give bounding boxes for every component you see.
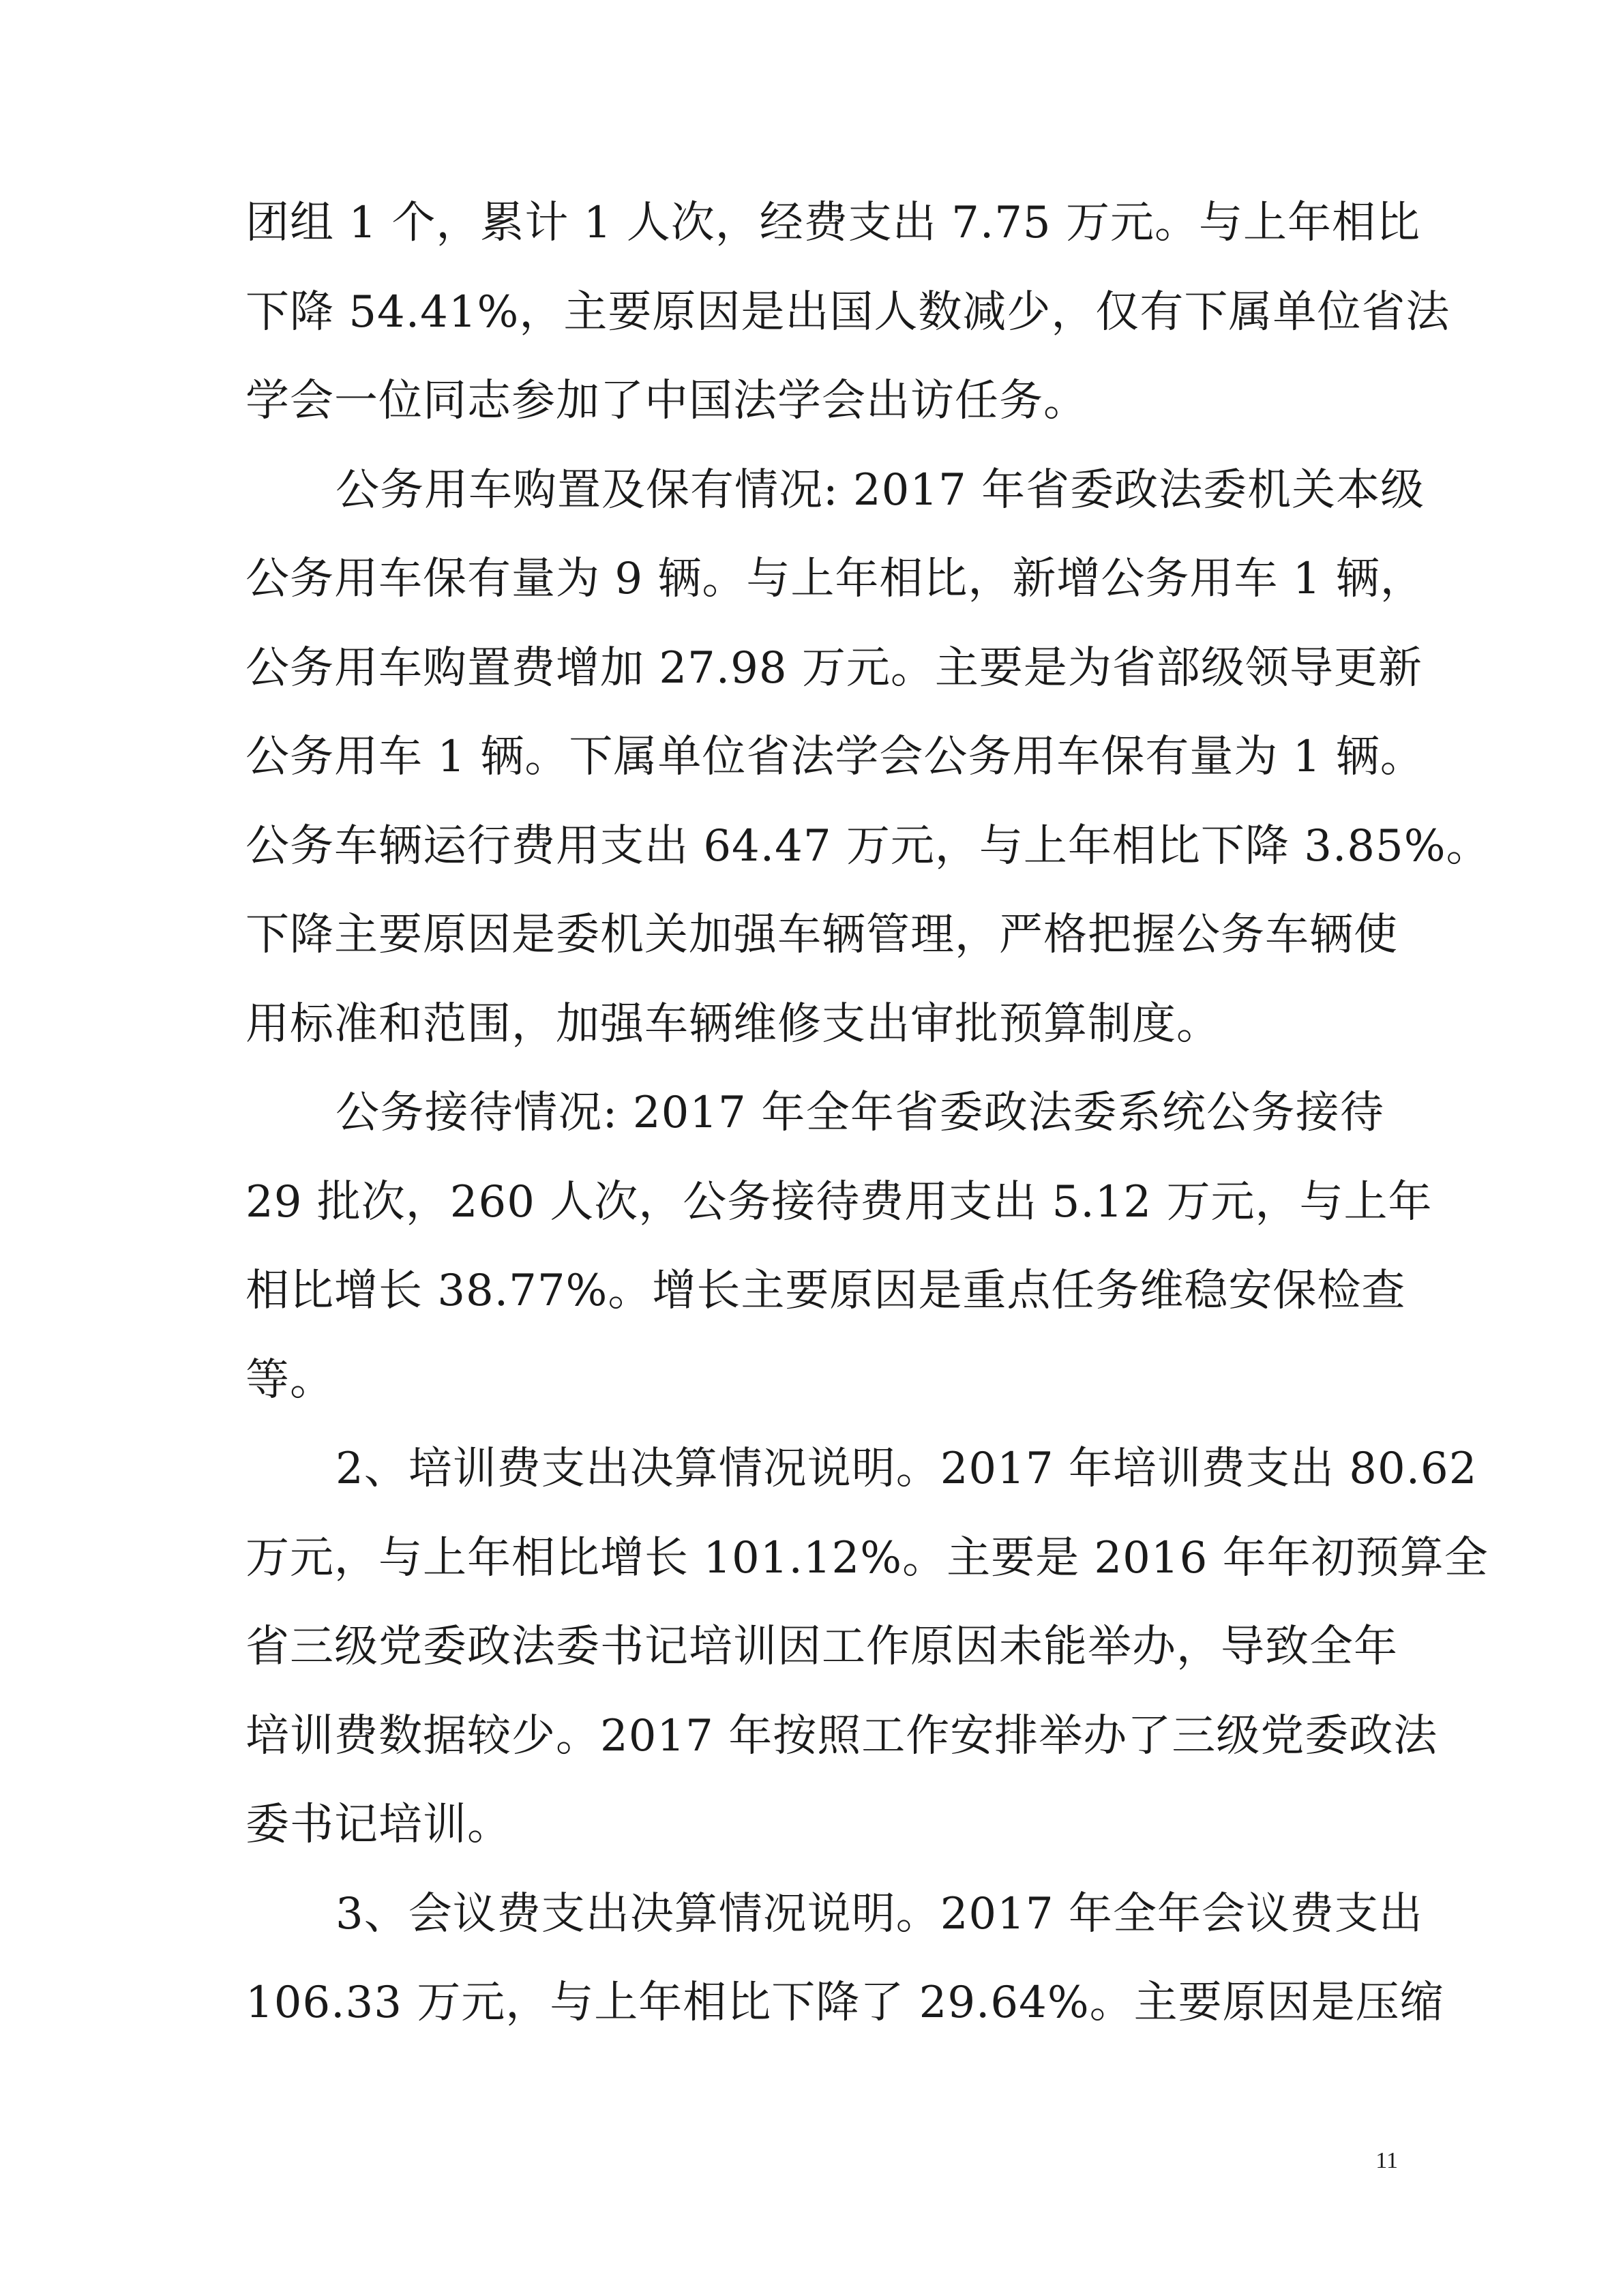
paragraph-official-vehicles	[245, 446, 1491, 1069]
document-body	[245, 179, 1491, 2048]
text-line: 2、培训费支出决算情况说明。2017 年培训费支出 80.62	[336, 1444, 1478, 1494]
text-line: 公务用车保有量为 9 辆。与上年相比，新增公务用车 1 辆，	[245, 554, 1425, 604]
text-line: 公务车辆运行费用支出 64.47 万元，与上年相比下降 3.85%。	[245, 820, 1491, 871]
text-line: 用标准和范围，加强车辆维修支出审批预算制度。	[245, 998, 1221, 1049]
text-line: 团组 1 个，累计 1 人次，经费支出 7.75 万元。与上年相比	[245, 198, 1420, 248]
text-line: 29 批次，260 人次，公务接待费用支出 5.12 万元，与上年	[245, 1176, 1433, 1227]
text-line: 公务接待情况: 2017 年全年省委政法委系统公务接待	[336, 1088, 1384, 1138]
text-line: 106.33 万元，与上年相比下降了 29.64%。主要原因是压缩	[245, 1978, 1444, 2028]
paragraph-meeting-expenses	[245, 1870, 1444, 2048]
text-line: 省三级党委政法委书记培训因工作原因未能举办，导致全年	[245, 1622, 1398, 1672]
text-line: 3、会议费支出决算情况说明。2017 年全年会议费支出	[336, 1888, 1423, 1939]
text-line: 下降主要原因是委机关加强车辆管理，严格把握公务车辆使	[245, 910, 1398, 960]
text-line: 培训费数据较少。2017 年按照工作安排举办了三级党委政法	[245, 1710, 1438, 1761]
text-line: 公务用车购置及保有情况: 2017 年省委政法委机关本级	[336, 464, 1425, 516]
text-line: 下降 54.41%，主要原因是出国人数减少，仅有下属单位省法	[245, 286, 1450, 338]
paragraph-overseas-trips	[245, 179, 1450, 446]
text-line: 公务用车 1 辆。下属单位省法学会公务用车保有量为 1 辆。	[245, 732, 1425, 782]
text-line: 委书记培训。	[245, 1800, 511, 1850]
text-line: 等。	[245, 1354, 334, 1405]
paragraph-official-reception	[245, 1069, 1433, 1425]
paragraph-training-expenses	[245, 1425, 1489, 1870]
text-line: 公务用车购置费增加 27.98 万元。主要是为省部级领导更新	[245, 642, 1423, 694]
text-line: 万元，与上年相比增长 101.12%。主要是 2016 年年初预算全	[245, 1532, 1489, 1583]
text-line: 相比增长 38.77%。增长主要原因是重点任务维稳安保检查	[245, 1266, 1406, 1316]
page-number: 11	[1375, 2148, 1398, 2173]
text-line: 学会一位同志参加了中国法学会出访任务。	[245, 376, 1088, 426]
